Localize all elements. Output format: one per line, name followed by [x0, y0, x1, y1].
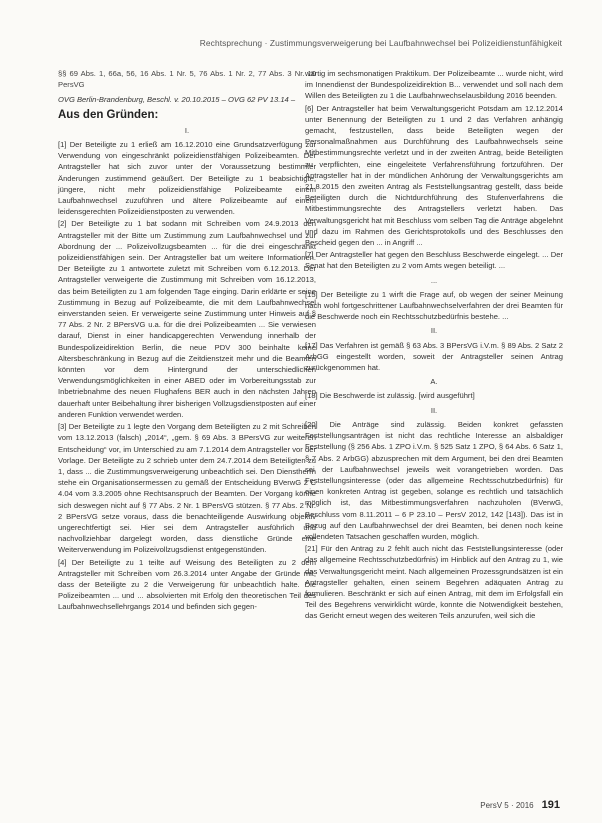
paragraph-20: [20] Die Anträge sind zulässig. Beiden konkret gefassten Feststellungsanträgen ist nicht das rechtliche Interesse an alsbaldiger Feststellung (§ 256 Abs. 1 ZPO i.V.m. § 525 Satz 1 ZPO, § 64 Abs. 6 Satz 1, § 7 Abs. 2 ArbGG) abzusprechen mit dem Argument, bei den drei Beamten sei der Laufbahnwechsel jeweils weit vorangetrieben worden. Das Feststellungsinteresse (oder das allgemeine Rechtsschutzbedürfnis) für einen konkreten Antrag ist gegeben, solange es rechtlich und tatsächlich möglich ist, das Mitbestimmungsverfahren nachzuholen (BVerwG, Beschluss vom 8.11.2011 – 6 P 23.10 – PersV 2012, 142 [143]). Das ist in Bezug auf den Laufbahnwechsel der drei Beamten, bei denen noch keine vollendeten Tatsachen geschaffen wurden, möglich. [305, 419, 563, 541]
court-citation: OVG Berlin-Brandenburg, Beschl. v. 20.10.2015 – OVG 62 PV 13.14 – [58, 95, 296, 105]
paragraph-18: [18] Die Beschwerde ist zulässig. [wird ausgeführt] [305, 391, 475, 401]
running-header: Rechtsprechung · Zustimmungsverweigerung bei Laufbahnwechsel bei Polizeidienstunfähigkeit [199, 38, 562, 48]
paragraph-21: [21] Für den Antrag zu 2 fehlt auch nicht das Feststellungsinteresse (oder das allgemeine Rechtsschutzbedürfnis) im Hinblick auf den Antrag zu 1, wie das Verwaltungsgericht meint. Nach allgemeinen Prozessgrundsätzen ist ein Antragsteller gehalten, einen seinem Begehren adäquaten Antrag zu formulieren. Beschränkt er sich auf einen Antrag, mit dem im Erfolgsfall ein Teil des Begehrens verwirklicht würde, konnte die Notwendigkeit bestehen, das Gericht erneut wegen des weiteren Teils anzurufen, weil sich die [305, 544, 563, 621]
omission-dots: ... [430, 275, 438, 285]
paragraph-4-cont: wärtig im sechsmonatigen Praktikum. Der Polizeibeamte ... wurde nicht, wird im Innendienst der Bundespolizeidirektion B... verwendet und soll nach dem Willen des Beteiligten zu 1 die Laufbahnwechselausbildung 2016 beenden. [305, 69, 563, 101]
letter-heading-a: A. [430, 377, 438, 387]
roman-heading-1: I. [184, 125, 190, 135]
paragraph-7: [7] Der Antragsteller hat gegen den Beschluss Beschwerde eingelegt. ... Der Senat hat den Beteiligten zu 2 vom Amts wegen beteiligt. ... [305, 250, 563, 271]
paragraph-3: [3] Der Beteiligte zu 1 legte den Vorgang dem Beteiligten zu 2 mit Schreiben vom 13.12.2013 (falsch) „2014“, „gem. § 69 Abs. 3 BPersVG zur weiteren Entscheidung“ vor, im Unterschied zu am 7.1.2014 dem Antragsteller vor der Vorlage. Der Beteiligte zu 2 schrieb unter dem 24.7.2014 dem Beteiligten zu 1, dass ... die Zustimmungsverweigerung unbeachtlich sei. Den Dienstherrn stehe ein Organisationsermessen zu gemäß der Entscheidung BVerwG 2 C 4.04 vom 3.3.2005 ohne Rechtsanspruch der Beamten. Der Vorgang könne sich deswegen nicht auf § 77 Abs. 2 Nr. 1 BPersVG stützen. § 77 Abs. 2 Nr. 2 BPersVG setze voraus, dass die benachteiligende Auswirkung objektiv ungerechtfertigt sei. Hier sei dem Antragsteller ausführlich und nachvollziehbar dargelegt worden, dass dienstliche Gründe eine Weiterverwendung im Polizeivollzugsdienst entgegenstünden. [58, 422, 316, 555]
paragraph-6: [6] Der Antragsteller hat beim Verwaltungsgericht Potsdam am 12.12.2014 unter Benennung der Beteiligten zu 1 und 2 das Verfahren anhängig gemacht, festzustellen, dass beide Beteiligten wegen der Personalmaßnahmen aus Durchführung des Laufbahnwechsels seine Mitbestimmungsrechte verletzt und in der zweiten Antrag, beide Beteiligten zu verpflichten, eine eingeleitete Verfahrensführung fortzuführen. Der Antragsteller hat in der mündlichen Anhörung der Verwaltungsgerichts am 21.8.2015 den zweiten Antrag als Feststellungsantrag gestellt, dass beide Beteiligten durch die Nichtdurchführung des Stufenverfahrens die Mitbestimmungsrechte des Antragstellers verletzt haben. Das Verwaltungsgericht hat mit Beschluss vom selben Tag die Anträge abgelehnt und dazu im Rahmen des Gerichtsprotokolls und des Beschlusses den Bescheid gegen den ... in Angriff ... [305, 103, 563, 248]
journal-reference: PersV 5 · 2016 [480, 801, 534, 810]
roman-heading-3: II. [430, 405, 438, 415]
section-title: Aus den Gründen: [58, 108, 159, 121]
paragraph-17: [17] Das Verfahren ist gemäß § 63 Abs. 3 BPersVG i.V.m. § 89 Abs. 2 Satz 2 ArbGG eingestellt worden, soweit der Antragsteller seinen Antrag zurückgenommen hat. [305, 340, 563, 373]
paragraph-15: [15] Der Beteiligte zu 1 wirft die Frage auf, ob wegen der seiner Meinung nach wohl fortgeschrittener Laufbahnwechselverfahren der drei Beamten für die Beschwerde noch ein Rechtsschutzbedürfnis bestehe. ... [305, 289, 563, 322]
paragraph-1: [1] Der Beteiligte zu 1 erließ am 16.12.2010 eine Grundsatzverfügung zur Verwendung von eingeschränkt polizeidienstfähigen Polizeibeamten. Der Antragsteller hat sich zuvor unter der Voraussetzung bestimmter Änderungen zustimmend geäußert. Der Beteiligte zu 1 beabsichtigte, jüngere, nicht mehr polizeidienstfähige Polizeibeamte einem Laufbahnwechsel zuzuführen und ältere Polizeibeamte auf einem leidensgerechten Polizeidienstposten zu verwenden. [58, 140, 316, 217]
paragraph-2: [2] Der Beteiligte zu 1 bat sodann mit Schreiben vom 24.9.2013 den Antragsteller mit der Bitte um Zustimmung zum Laufbahnwechsel und zur Abordnung der ... Polizeivollzugsbeamten ... für die drei eingeschränkt polizeidienstfähigen sein. Der Antragsteller bat um weitere Informationen. Der Beteiligte zu 1 antwortete zuletzt mit Schreiben vom 6.12.2013. Der Antragsteller verweigerte die Zustimmung mit Schreiben vom 16.12.2013, das beim Beteiligten zu 1 am folgenden Tage einging. Darin erklärte er seine Zustimmung in Bezug auf Polizeibeamte, die mit dem Laufbahnwechsel einverstanden seien. Er verweigerte seine Zustimmung unter Hinweis auf § 77 Abs. 2 Nr. 2 BPersVG u.a. für die drei Polizeibeamten ... Sie verwiesen darauf, Dienst in einer handicapgerechten Verwendung innerhalb der Bundespolizeidirektion Berlin, die neue PDV 300 beinhalte keine Altersbeschränkung in Bezug auf die Zeitdienstzeit mehr und die Beamten könnten vor dem Hintergrund der unterschiedlichen Verwendungsmöglichkeiten in einer ABED oder im Vorbereitungsstab zur Inbetriebnahme des neuen Flughafens BER auch in den nächsten Jahren dauerhaft unter Beibehaltung ihrer bisherigen Vollzugsdienstposten auf einer anderen Funktion verwendet werden. [58, 219, 316, 419]
roman-heading-2: II. [430, 326, 438, 336]
page-footer [480, 799, 560, 811]
left-column [58, 68, 316, 614]
page-number: 191 [541, 799, 560, 811]
paragraph-4: [4] Der Beteiligte zu 1 teilte auf Weisung des Beteiligten zu 2 dem Antragsteller mit Schreiben vom 26.3.2014 unter Angabe der Gründe mit, dass der Beteiligte zu 2 die Verweigerung für unbeachtlich halte. Die Polizeibeamten ... und ... absolvierten mit Erfolg den theoretischen Teil des Laufbahnwechsellehrgangs 2014 und befinden sich gegen- [58, 557, 316, 612]
norm-citation: §§ 69 Abs. 1, 66a, 56, 16 Abs. 1 Nr. 5, 76 Abs. 1 Nr. 2, 77 Abs. 3 Nr. 10 PersVG [58, 69, 316, 90]
right-column [305, 68, 563, 623]
